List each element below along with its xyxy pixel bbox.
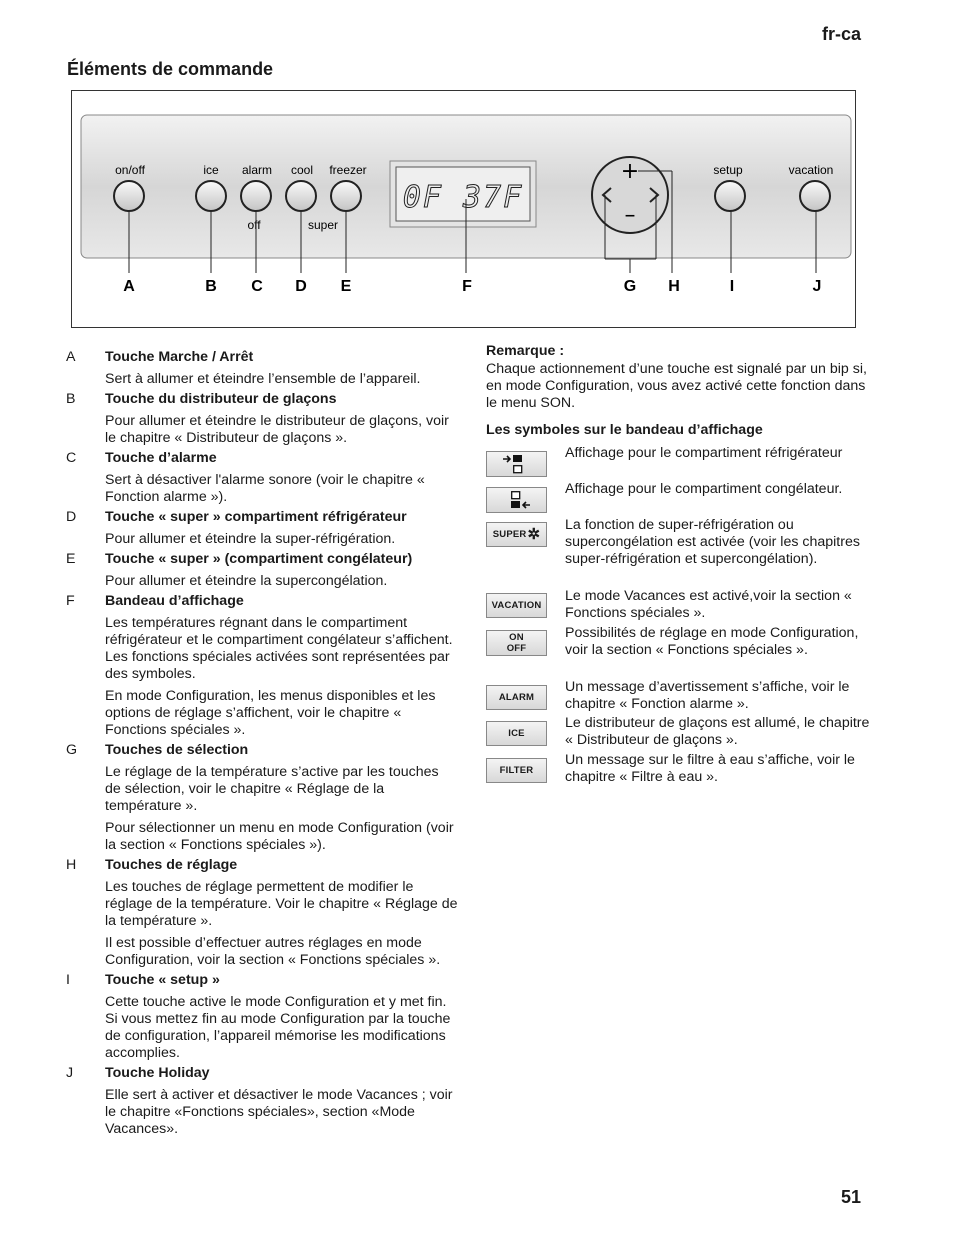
- control-descriptions: [66, 349, 458, 1141]
- super-symbol: [486, 522, 547, 547]
- setup-button: [715, 181, 745, 211]
- entry-letter: J: [66, 1065, 74, 1081]
- entry-title: Touche Marche / Arrêt: [105, 349, 254, 365]
- entry-text: Sert à désactiver l'alarme sonore (voir le chapitre « Fonction alarme »).: [105, 472, 425, 505]
- entry-letter: B: [66, 391, 76, 407]
- entry-text: Les touches de réglage permettent de modifier le réglage de la température. Voir le chapitre « Réglage de la température ».: [105, 879, 458, 929]
- symbol-label: ON OFF: [506, 632, 527, 654]
- entry-text: Sert à allumer et éteindre l’ensemble de l’appareil.: [105, 371, 421, 387]
- entry-c: [66, 450, 458, 506]
- entry-text: Pour allumer et éteindre la supercongélation.: [105, 573, 388, 589]
- button-label-ice: ice: [203, 163, 219, 177]
- callout-e: E: [340, 278, 352, 295]
- entry-text: Les températures régnant dans le compartiment réfrigérateur et le compartiment congélateur s’affichent. Les fonctions spéciales activées sont représentées par des symboles.: [105, 615, 453, 682]
- entry-letter: A: [66, 349, 76, 365]
- vacation-symbol: [486, 593, 547, 618]
- entry-letter: C: [66, 450, 77, 466]
- callout-f: F: [462, 278, 472, 295]
- symbol-description: Possibilités de réglage en mode Configuration, voir la section « Fonctions spéciales ».: [565, 625, 859, 658]
- entry-i: [66, 972, 458, 1062]
- callout-c: C: [251, 278, 263, 295]
- symbol-description: Le distributeur de glaçons est allumé, le chapitre « Distributeur de glaçons ».: [565, 715, 870, 748]
- button-label-alarm: alarm: [241, 163, 273, 177]
- symbol-description: Un message d’avertissement s’affiche, voir le chapitre « Fonction alarme ».: [565, 679, 850, 712]
- button-label-onoff: on/off: [115, 163, 145, 177]
- entry-title: Touche du distributeur de glaçons: [105, 391, 337, 407]
- fridge-compartment-icon: [486, 451, 547, 477]
- ice-button: [196, 181, 226, 211]
- symbol-label: ICE: [508, 728, 525, 739]
- entry-text: Il est possible d’effectuer autres réglages en mode Configuration, voir la section « Fonctions spéciales ».: [105, 935, 441, 968]
- entry-title: Touches de sélection: [105, 742, 249, 758]
- ice-symbol: [486, 721, 547, 746]
- entry-h: [66, 857, 458, 969]
- onoff-symbol: [486, 630, 547, 656]
- symbol-description: Un message sur le filtre à eau s’affiche, voir le chapitre « Filtre à eau ».: [565, 752, 855, 785]
- entry-text: Pour sélectionner un menu en mode Configuration (voir la section « Fonctions spéciales »).: [105, 820, 454, 853]
- page-title: Éléments de commande: [67, 59, 274, 79]
- button-label-setup: setup: [713, 163, 743, 177]
- callout-d: D: [295, 278, 307, 295]
- minus-icon: –: [624, 203, 636, 228]
- entry-f: [66, 593, 458, 739]
- page-number: 51: [840, 1187, 861, 1207]
- symbol-description: La fonction de super-réfrigération ou supercongélation est activée (voir les chapitres super-réfrigération et supercongélation).: [565, 517, 860, 567]
- callout-j: J: [812, 278, 822, 295]
- onoff-button: [114, 181, 144, 211]
- freezer-compartment-icon: [486, 487, 547, 513]
- control-panel-figure: [71, 90, 856, 328]
- symbol-label: VACATION: [491, 600, 542, 611]
- entry-text: Pour allumer et éteindre le distributeur de glaçons, voir le chapitre « Distributeur de glaçons ».: [105, 413, 449, 446]
- entry-letter: G: [66, 742, 78, 758]
- button-label-cool: cool: [290, 163, 314, 177]
- callout-i: I: [729, 278, 735, 295]
- entry-text: Elle sert à activer et désactiver le mode Vacances ; voir le chapitre «Fonctions spéciales», section «Mode Vacances».: [105, 1087, 453, 1137]
- snowflake-icon: ✲: [527, 526, 541, 543]
- entry-letter: E: [66, 551, 76, 567]
- entry-title: Touche « super » (compartiment congélateur): [105, 551, 413, 567]
- entry-letter: D: [66, 509, 77, 525]
- remark-title: Remarque :: [486, 343, 565, 359]
- entry-b: [66, 391, 458, 447]
- entry-title: Bandeau d’affichage: [105, 593, 244, 609]
- entry-text: Le réglage de la température s’active par les touches de sélection, voir le chapitre « Réglage de la température ».: [105, 764, 439, 814]
- sublabel-super: super: [307, 218, 339, 232]
- entry-text: En mode Configuration, les menus disponibles et les options de réglage s’affichent, voir le chapitre « Fonctions spéciales ».: [105, 688, 436, 738]
- cool-button: [286, 181, 316, 211]
- entry-e: [66, 551, 458, 590]
- symbols-title: Les symboles sur le bandeau d’affichage: [486, 422, 763, 438]
- callout-g: G: [623, 278, 637, 295]
- entry-title: Touche « setup »: [105, 972, 220, 988]
- sublabel-off: off: [247, 218, 261, 232]
- entry-d: [66, 509, 458, 548]
- symbol-label: FILTER: [499, 765, 534, 776]
- entry-letter: H: [66, 857, 77, 873]
- alarm-button: [241, 181, 271, 211]
- vacation-button: [800, 181, 830, 211]
- entry-title: Touche « super » compartiment réfrigérateur: [105, 509, 407, 525]
- entry-g: [66, 742, 458, 854]
- plus-icon: +: [620, 159, 640, 184]
- control-panel-diagram: [72, 91, 857, 329]
- callout-h: H: [668, 278, 680, 295]
- entry-title: Touche Holiday: [105, 1065, 210, 1081]
- alarm-symbol: [486, 685, 547, 710]
- symbol-description: Affichage pour le compartiment réfrigérateur: [565, 445, 843, 461]
- button-label-freezer: freezer: [329, 163, 367, 177]
- callout-b: B: [205, 278, 217, 295]
- entry-title: Touche d’alarme: [105, 450, 217, 466]
- entry-j: [66, 1065, 458, 1138]
- filter-symbol: [486, 758, 547, 783]
- button-label-vacation: vacation: [788, 163, 834, 177]
- entry-letter: I: [66, 972, 70, 988]
- entry-text: Cette touche active le mode Configuration et y met fin. Si vous mettez fin au mode Configuration par la touche de configuration, l’appareil mémorise les modifications accomplies.: [105, 994, 451, 1061]
- remark-text: Chaque actionnement d’une touche est signalé par un bip si, en mode Configuration, vous avez activé cette fonction dans le menu SON.: [486, 361, 867, 411]
- symbol-description: Affichage pour le compartiment congélateur.: [565, 481, 843, 497]
- entry-title: Touches de réglage: [105, 857, 238, 873]
- entry-letter: F: [66, 593, 75, 609]
- symbol-label: ALARM: [498, 692, 535, 703]
- language-code: fr-ca: [821, 24, 861, 44]
- symbol-description: Le mode Vacances est activé,voir la section « Fonctions spéciales ».: [565, 588, 852, 621]
- callout-a: A: [123, 278, 135, 295]
- right-column: [486, 343, 876, 439]
- freezer-button: [331, 181, 361, 211]
- display-readout: 0F 37F: [402, 180, 524, 215]
- symbol-label: SUPER: [492, 529, 527, 540]
- entry-a: [66, 349, 458, 388]
- entry-text: Pour allumer et éteindre la super-réfrigération.: [105, 531, 396, 547]
